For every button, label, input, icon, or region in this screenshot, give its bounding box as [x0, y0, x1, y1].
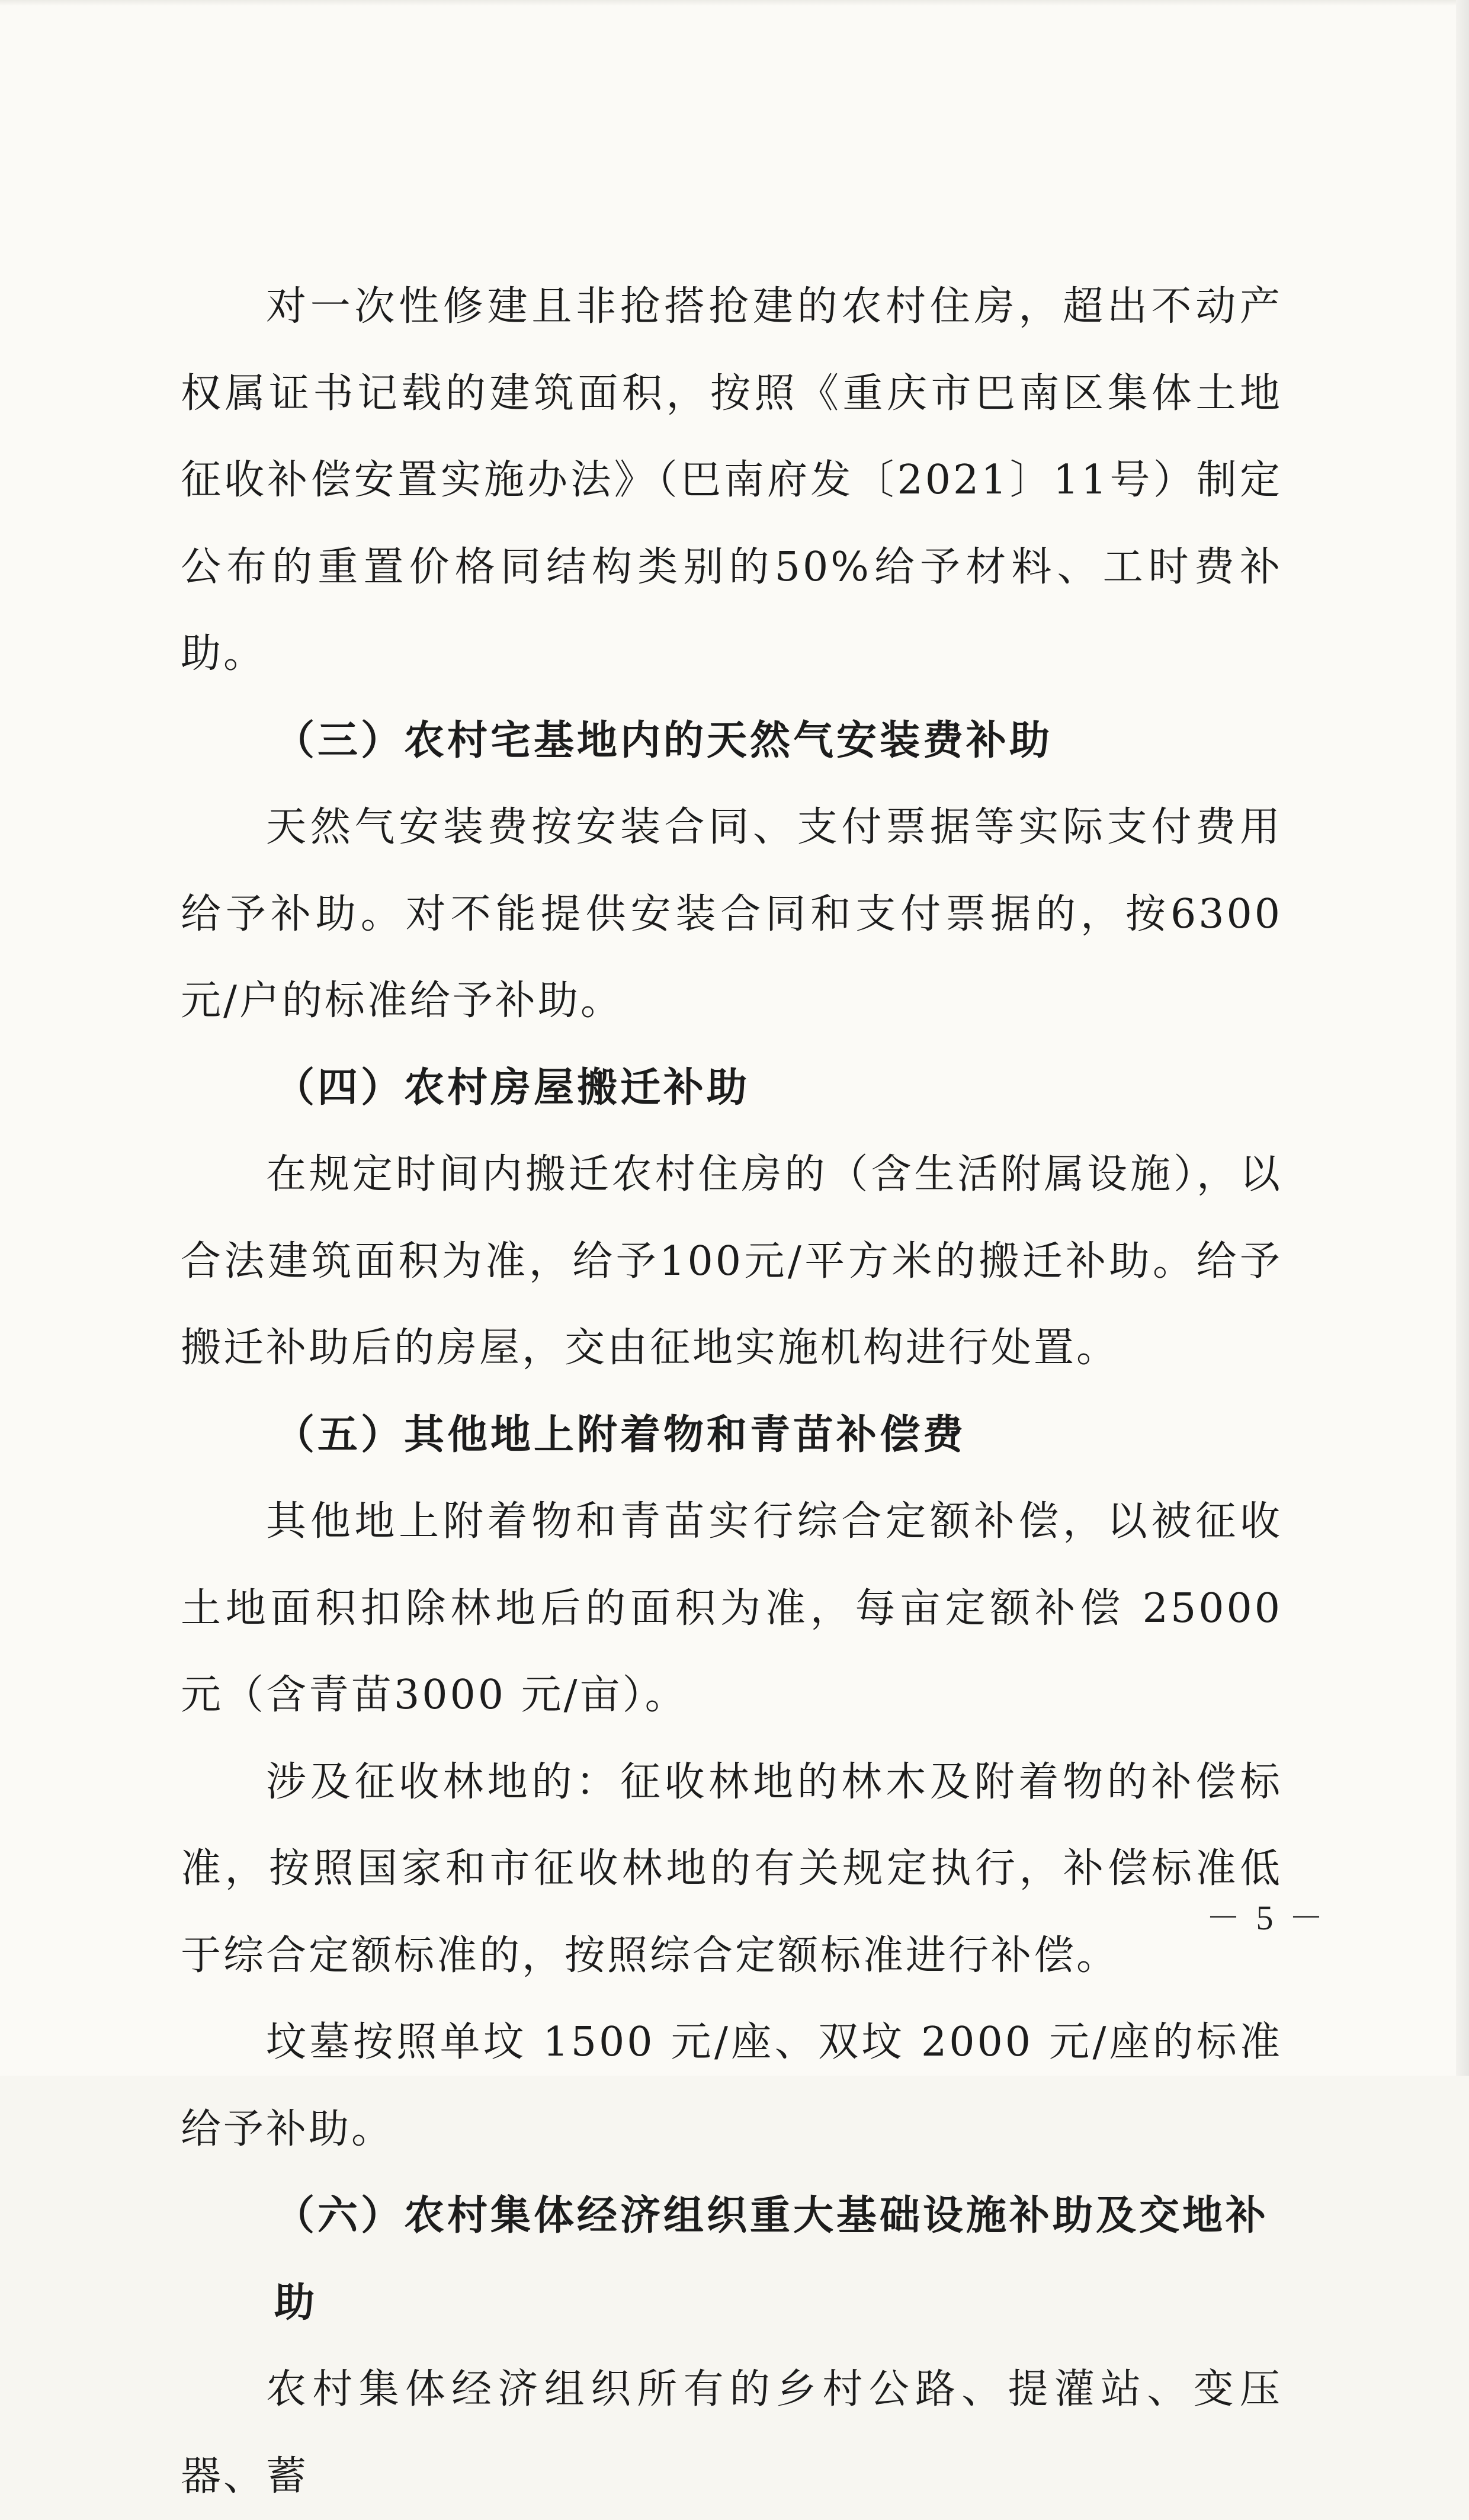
paragraph-building-area-subsidy: 对一次性修建且非抢搭抢建的农村住房，超出不动产权属证书记载的建筑面积，按照《重庆市巴南区集体土地征收补偿安置实施办法》（巴南府发〔2021〕11号）制定公布的重置价格同结构类别的50%给予材料、工时费补助。 [181, 283, 1282, 677]
paragraph-attachments-crops-compensation: 其他地上附着物和青苗实行综合定额补偿，以被征收土地面积扣除林地后的面积为准，每亩定额补偿 25000 元（含青苗3000 元/亩）。 [181, 1498, 1282, 1719]
paragraph-grave-subsidy: 坟墓按照单坟 1500 元/座、双坟 2000 元/座的标准给予补助。 [181, 2019, 1282, 2153]
paragraph-relocation-subsidy: 在规定时间内搬迁农村住房的（含生活附属设施），以合法建筑面积为准，给予100元/平方米的搬迁补助。给予搬迁补助后的房屋，交由征地实施机构进行处置。 [181, 1151, 1282, 1371]
heading-gas-installation-subsidy: （三）农村宅基地内的天然气安装费补助 [274, 717, 1053, 764]
page-number: － 5 － [1205, 1899, 1327, 1937]
paragraph-infrastructure-subsidy: 农村集体经济组织所有的乡村公路、提灌站、变压器、蓄 [181, 2366, 1282, 2500]
heading-attachments-crops-compensation: （五）其他地上附着物和青苗补偿费 [274, 1411, 967, 1458]
paragraph-gas-installation-subsidy: 天然气安装费按安装合同、支付票据等实际支付费用给予补助。对不能提供安装合同和支付票据的，按6300元/户的标准给予补助。 [181, 804, 1282, 1024]
paragraph-forest-land: 涉及征收林地的：征收林地的林木及附着物的补偿标准，按照国家和市征收林地的有关规定执行，补偿标准低于综合定额标准的，按照综合定额标准进行补偿。 [181, 1758, 1282, 1979]
document-body [181, 264, 1282, 2520]
heading-relocation-subsidy: （四）农村房屋搬迁补助 [274, 1064, 750, 1111]
scan-right-edge [1456, 0, 1469, 2076]
scan-top-edge [0, 0, 1469, 6]
heading-infrastructure-subsidy: （六）农村集体经济组织重大基础设施补助及交地补助 [274, 2192, 1269, 2326]
